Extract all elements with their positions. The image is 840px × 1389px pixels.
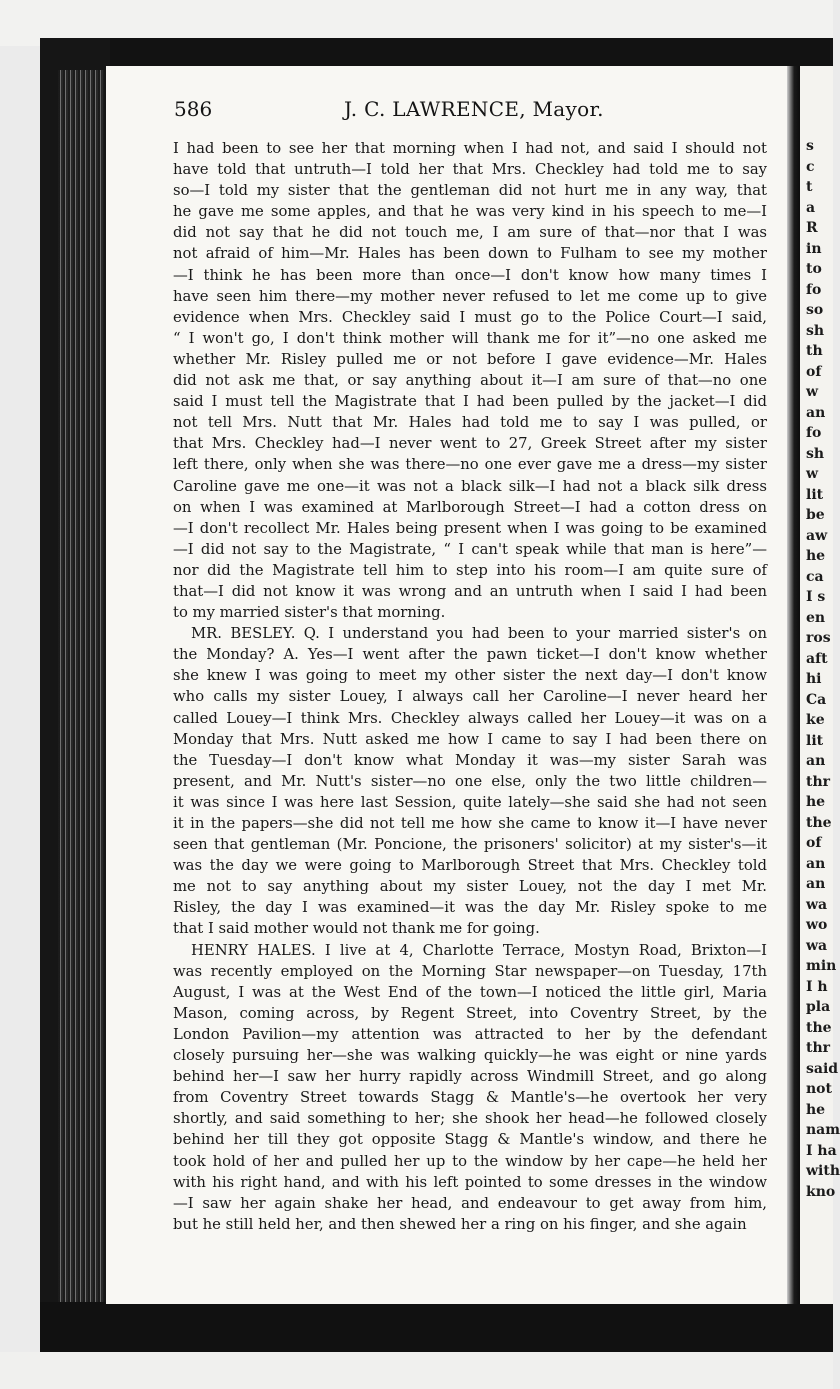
- facing-page-text-fragment: R: [806, 220, 818, 236]
- facing-page-text-fragment: wo: [806, 917, 828, 933]
- facing-page-text-fragment: an: [806, 876, 826, 892]
- running-head: J. C. LAWRENCE, Mayor.: [344, 97, 604, 121]
- facing-page-text-fragment: he: [806, 794, 826, 810]
- facing-page-text-fragment: en: [806, 609, 826, 626]
- text-line: Monday that Mrs. Nutt asked me how I came to say I had been there on: [173, 730, 767, 748]
- facing-page-text-fragment: he: [806, 548, 826, 564]
- text-line: have told that untruth—I told her that Mrs. Checkley had told me to say: [173, 161, 767, 179]
- text-line: —I think he has been more than once—I don't know how many times I: [173, 266, 767, 284]
- text-line: —I did not say to the Magistrate, “ I can't speak while that man is here”—: [173, 540, 767, 558]
- book-bottom-shadow: [40, 1302, 833, 1352]
- facing-page-text-fragment: w: [806, 466, 819, 482]
- facing-page-text-fragment: fo: [806, 425, 822, 441]
- text-line: August, I was at the West End of the town—I noticed the little girl, Maria: [173, 983, 767, 1001]
- facing-page-text-fragment: an: [806, 404, 826, 421]
- facing-page-fragment: [800, 66, 840, 1304]
- text-line: present, and Mr. Nutt's sister—no one else, only the two little children—: [173, 772, 767, 790]
- facing-page-text-fragment: I ha: [806, 1142, 837, 1159]
- text-line: she knew I was going to meet my other sister the next day—I don't know: [173, 667, 767, 685]
- facing-page-text-fragment: hi: [806, 671, 822, 687]
- facing-page-text-fragment: lit: [806, 486, 824, 503]
- facing-page-text-fragment: pla: [806, 999, 831, 1015]
- text-line: —I saw her again shake her head, and endeavour to get away from him,: [173, 1194, 767, 1212]
- facing-page-text-fragment: with: [806, 1163, 840, 1179]
- facing-page-text-fragment: th: [806, 343, 823, 359]
- text-line: he gave me some apples, and that he was very kind in his speech to me—I: [173, 203, 767, 221]
- text-line: with his right hand, and with his left pointed to some dresses in the window: [173, 1173, 767, 1191]
- text-line: behind her—I saw her hurry rapidly across Windmill Street, and go along: [173, 1068, 767, 1086]
- text-line: behind her till they got opposite Stagg & Mantle's window, and there he: [173, 1131, 767, 1149]
- page-number: 586: [174, 97, 213, 121]
- facing-page-text-fragment: c: [806, 158, 815, 175]
- text-line: that—I did not know it was wrong and an untruth when I said I had been: [173, 582, 767, 600]
- book-top-shadow: [40, 38, 833, 68]
- facing-page-text-fragment: an: [806, 753, 826, 769]
- facing-page-text-fragment: be: [806, 507, 825, 523]
- text-line: that I said mother would not thank me for going.: [173, 920, 540, 938]
- text-line: from Coventry Street towards Stagg & Mantle's—he overtook her very: [173, 1089, 767, 1107]
- facing-page-text-fragment: aft: [806, 650, 828, 667]
- page-header: [174, 97, 754, 127]
- text-line: —I don't recollect Mr. Hales being present when I was going to be examined: [173, 519, 767, 537]
- text-line: closely pursuing her—she was walking quickly—he was eight or nine yards: [173, 1047, 767, 1065]
- facing-page-text-fragment: t: [806, 179, 813, 195]
- facing-page-text-fragment: nam: [806, 1122, 840, 1138]
- text-line: was the day we were going to Marlborough Street that Mrs. Checkley told: [173, 857, 767, 875]
- text-line: seen that gentleman (Mr. Poncione, the prisoners' solicitor) at my sister's—it: [173, 836, 767, 854]
- facing-page-text-fragment: Ca: [806, 691, 827, 708]
- facing-page-text-fragment: min: [806, 958, 837, 974]
- facing-page-text-fragment: to: [806, 261, 822, 277]
- text-line: “ I won't go, I don't think mother will thank me for it”—no one asked me: [173, 329, 767, 347]
- facing-page-text-fragment: said: [806, 1060, 839, 1077]
- facing-page-text-fragment: I h: [806, 978, 828, 995]
- book-gutter: [787, 66, 800, 1304]
- text-line: have seen him there—my mother never refused to let me come up to give: [173, 287, 767, 305]
- text-line: called Louey—I think Mrs. Checkley always called her Louey—it was on a: [173, 709, 767, 727]
- text-line: it in the papers—she did not tell me how she came to know it—I have never: [173, 815, 767, 832]
- scan-bottom-margin: [0, 1352, 833, 1389]
- text-line: Risley, the day I was examined—it was the day Mr. Risley spoke to me: [173, 899, 767, 917]
- facing-page-text-fragment: an: [806, 855, 826, 872]
- facing-page-text-fragment: thr: [806, 1040, 831, 1056]
- facing-page-text-fragment: I s: [806, 589, 826, 605]
- facing-page-text-fragment: wa: [806, 896, 828, 913]
- facing-page-text-fragment: kno: [806, 1183, 836, 1200]
- facing-page-text-fragment: a: [806, 199, 816, 216]
- facing-page-text-fragment: not: [806, 1081, 832, 1097]
- text-line: MR. BESLEY. Q. I understand you had been to your married sister's on: [191, 625, 767, 643]
- text-line: to my married sister's that morning.: [173, 604, 446, 622]
- text-line: did not say that he did not touch me, I am sure of that—nor that I was: [173, 224, 767, 242]
- facing-page-text-fragment: the: [806, 1019, 832, 1036]
- text-line: who calls my sister Louey, I always call her Caroline—I never heard her: [173, 688, 767, 706]
- text-line: not tell Mrs. Nutt that Mr. Hales had told me to say I was pulled, or: [173, 414, 767, 432]
- text-line: that Mrs. Checkley had—I never went to 27, Greek Street after my sister: [173, 435, 767, 453]
- facing-page-text-fragment: ca: [806, 568, 824, 585]
- facing-page-text-fragment: aw: [806, 527, 828, 544]
- text-line: London Pavilion—my attention was attracted to her by the defendant: [173, 1025, 767, 1043]
- facing-page-text-fragment: sh: [806, 322, 825, 339]
- facing-page-text-fragment: ke: [806, 712, 825, 728]
- facing-page-text-fragment: thr: [806, 773, 831, 790]
- text-line: Mason, coming across, by Regent Street, into Coventry Street, by the: [173, 1004, 767, 1022]
- text-line: HENRY HALES. I live at 4, Charlotte Terrace, Mostyn Road, Brixton—I: [191, 941, 767, 959]
- text-line: so—I told my sister that the gentleman did not hurt me in any way, that: [173, 182, 767, 200]
- text-line: left there, only when she was there—no one ever gave me a dress—my sister: [173, 456, 767, 474]
- text-line: took hold of her and pulled her up to the window by her cape—he held her: [173, 1152, 767, 1170]
- facing-page-text-fragment: of: [806, 835, 822, 851]
- facing-page-text-fragment: in: [806, 240, 822, 257]
- text-line: said I must tell the Magistrate that I had been pulled by the jacket—I did: [173, 393, 767, 411]
- text-line: me not to say anything about my sister Louey, not the day I met Mr.: [173, 878, 767, 896]
- facing-page-text-fragment: he: [806, 1101, 826, 1118]
- facing-page-text-fragment: fo: [806, 281, 822, 298]
- text-line: Caroline gave me one—it was not a black silk—I had not a black silk dress: [173, 477, 767, 495]
- text-line: evidence when Mrs. Checkley said I must go to the Police Court—I said,: [173, 308, 767, 326]
- facing-page-text-fragment: s: [806, 138, 814, 154]
- text-line: the Monday? A. Yes—I went after the pawn ticket—I don't know whether: [173, 646, 767, 664]
- text-line: was recently employed on the Morning Star newspaper—on Tuesday, 17th: [173, 962, 767, 980]
- text-line: not afraid of him—Mr. Hales has been down to Fulham to see my mother: [173, 245, 767, 263]
- facing-page-text-fragment: wa: [806, 937, 828, 954]
- body-text: [173, 138, 767, 1235]
- facing-page-text-fragment: the: [806, 814, 832, 831]
- facing-page-text-fragment: sh: [806, 445, 825, 462]
- text-line: whether Mr. Risley pulled me or not before I gave evidence—Mr. Hales: [173, 350, 767, 368]
- facing-page-text-fragment: ros: [806, 630, 831, 646]
- text-line: the Tuesday—I don't know what Monday it was—my sister Sarah was: [173, 751, 767, 769]
- facing-page-text-fragment: w: [806, 384, 819, 400]
- text-line: nor did the Magistrate tell him to step into his room—I am quite sure of: [173, 561, 767, 579]
- page-edges: [58, 70, 104, 1310]
- text-line: but he still held her, and then shewed her a ring on his finger, and she again: [173, 1215, 747, 1233]
- facing-page-text-fragment: of: [806, 363, 822, 380]
- facing-page-text-fragment: so: [806, 302, 824, 318]
- text-line: I had been to see her that morning when I had not, and said I should not: [173, 140, 767, 157]
- text-line: shortly, and said something to her; she shook her head—he followed closely: [173, 1110, 767, 1128]
- facing-page-text-fragment: lit: [806, 732, 824, 749]
- text-line: did not ask me that, or say anything about it—I am sure of that—no one: [173, 372, 767, 390]
- text-line: it was since I was here last Session, quite lately—she said she had not seen: [173, 793, 767, 811]
- text-line: on when I was examined at Marlborough Street—I had a cotton dress on: [173, 498, 767, 516]
